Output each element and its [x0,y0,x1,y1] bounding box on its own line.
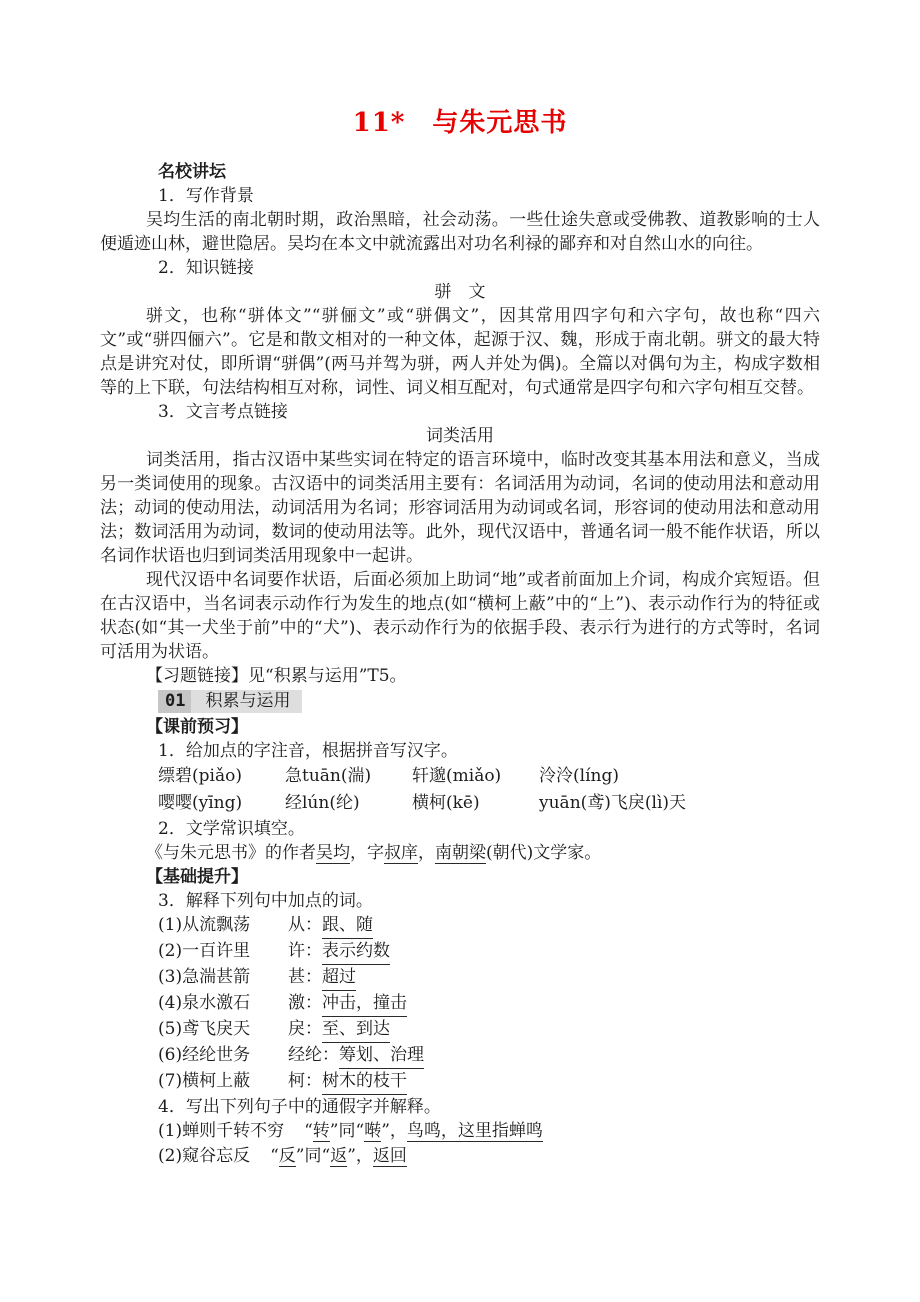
answer-text: 树木的枝干 [322,1069,407,1095]
section-01-banner [158,690,820,713]
pinyin-row-2 [100,790,820,817]
pinyin-item: 急tuān(湍) [285,766,372,786]
tongjiazi-row [100,1119,820,1144]
phrase-text: (7)横柯上蔽 [158,1071,251,1091]
tongjiazi-list [100,1119,820,1169]
question-4: 4．写出下列句子中的通假字并解释。 [158,1097,441,1117]
section-3-title: 3．文言考点链接 [158,402,288,422]
tongjiazi-row [100,1144,820,1169]
answer-text: 至、到达 [322,1017,390,1043]
pinyin-item: 泠泠(líng) [539,766,619,786]
section-number: 01 [158,690,191,713]
literature-answer-line: 《与朱元思书》的作者吴均，字叔庠，南朝梁(朝代)文学家。 [146,843,602,863]
word-explain-row [100,939,820,965]
phrase-text: (2)窥谷忘反 [158,1146,251,1166]
word-label: 柯： [288,1071,322,1091]
pinyin-item: 横柯(kē) [412,793,480,813]
phrase-text: (1)从流飘荡 [158,915,251,935]
word-class-paragraph-2: 现代汉语中名词要作状语，后面必须加上助词“地”或者前面加上介词，构成介宾短语。但在古汉语中，当名词表示动作行为发生的地点(如“横柯上蔽”中的“上”)、表示动作行为的特征或状态(如“其一犬坐于前”中的“犬”)、表示动作行为的依据手段、表示行为进行的方式等时，名词可活用为状语。 [100,570,820,662]
word-explain-row [100,1069,820,1095]
section-1-title: 1．写作背景 [158,186,254,206]
word-label: 戾： [288,1019,322,1039]
phrase-text: (5)鸢飞戾天 [158,1019,251,1039]
word-explain-list [100,913,820,1095]
answer-text: 超过 [322,965,356,991]
background-paragraph: 吴均生活的南北朝时期，政治黑暗，社会动荡。一些仕途失意或受佛教、道教影响的士人便遁迹山林，避世隐居。吴均在本文中就流露出对功名利禄的鄙弃和对自然山水的向往。 [100,210,820,254]
word-class-heading: 词类活用 [426,426,494,446]
word-explain-row [100,1043,820,1069]
preview-heading: 【课前预习】 [146,717,248,737]
question-1: 1．给加点的字注音，根据拼音写汉字。 [158,741,458,761]
section-2-title: 2．知识链接 [158,258,254,278]
pianwen-paragraph: 骈文，也称“骈体文”“骈俪文”或“骈偶文”，因其常用四字句和六字句，故也称“四六文”或“骈四俪六”。它是和散文相对的一种文体，起源于汉、魏，形成于南北朝。骈文的最大特点是讲究对仗，即所谓“骈偶”(两马并驾为骈，两人并处为偶)。全篇以对偶句为主，构成字数相等的上下联，句法结构相互对称，词性、词义相互配对，句式通常是四字句和六字句相互交替。 [100,306,820,398]
pinyin-item: 轩邈(miǎo) [412,766,502,786]
answer-text: 跟、随 [322,913,373,939]
phrase-text: (2)一百许里 [158,941,251,961]
question-3: 3．解释下列句中加点的词。 [158,891,373,911]
lecture-heading: 名校讲坛 [158,162,226,182]
pinyin-item: 缥碧(piǎo) [158,766,242,786]
word-explain-row [100,965,820,991]
word-explain-row [100,913,820,939]
word-class-paragraph-1: 词类活用，指古汉语中某些实词在特定的语言环境中，临时改变其基本用法和意义，当成另一类词使用的现象。古汉语中的词类活用主要有：名词活用为动词，名词的使动用法和意动用法；动词的使动用法，动词活用为名词；形容词活用为动词或名词，形容词的使动用法和意动用法；数词活用为动词，数词的使动用法等。此外，现代汉语中，普通名词一般不能作状语，所以名词作状语也归到词类活用现象中一起讲。 [100,450,820,566]
phrase-text: (4)泉水激石 [158,993,251,1013]
word-explain-row [100,991,820,1017]
word-label: 甚： [288,967,322,987]
answer-text: 冲击，撞击 [322,991,407,1017]
phrase-text: (6)经纶世务 [158,1045,251,1065]
answer-text: 筹划、治理 [339,1043,424,1069]
phrase-text: (3)急湍甚箭 [158,967,251,987]
word-label: 许： [288,941,322,961]
answer-text: 表示约数 [322,939,390,965]
tongjiazi-explanation: “转”同“啭”，鸟鸣，这里指蝉鸣 [304,1121,543,1141]
basics-heading: 【基础提升】 [146,867,248,887]
pinyin-item: 经lún(纶) [285,793,360,813]
question-2: 2．文学常识填空。 [158,819,305,839]
pinyin-item: 嘤嘤(yīng) [158,793,243,813]
word-label: 激： [288,993,322,1013]
tongjiazi-explanation: “反”同“返”，返回 [270,1146,407,1166]
word-label: 经纶： [288,1045,339,1065]
phrase-text: (1)蝉则千转不穷 [158,1121,285,1141]
exercise-link-note: 【习题链接】见“积累与运用”T5。 [146,666,407,686]
section-label: 积累与运用 [191,690,302,713]
word-label: 从： [288,915,322,935]
word-explain-row [100,1017,820,1043]
pianwen-heading: 骈 文 [434,282,486,302]
pinyin-item: yuān(鸢)飞戾(lì)天 [539,793,687,813]
pinyin-row-1 [100,763,820,790]
page-title: 11* 与朱元思书 [352,108,568,138]
